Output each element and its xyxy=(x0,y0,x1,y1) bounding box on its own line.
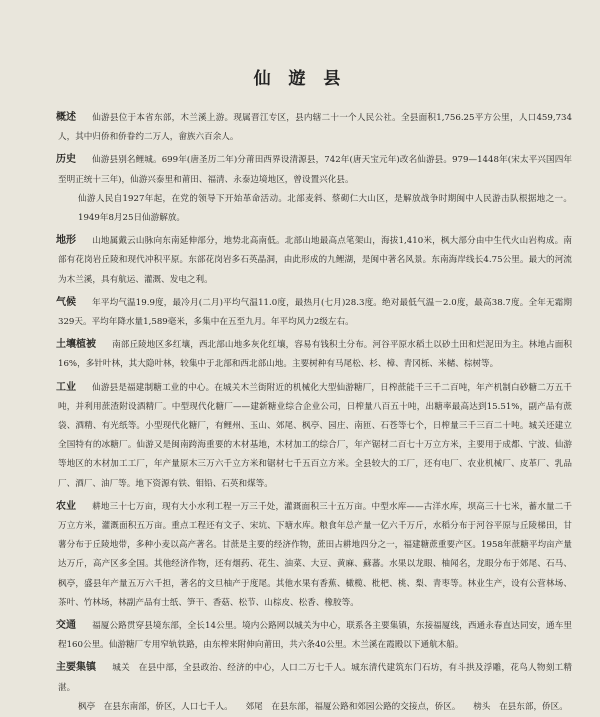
section-paragraph: 城关 在县中部，全县政治、经济的中心，人口二万七千人。城东清代建筑东门石坊，有斗拱及浮雕，花鸟人物刻工精湛。 xyxy=(58,663,572,693)
section-agriculture xyxy=(58,497,572,613)
section-heading: 交通 xyxy=(56,620,76,632)
section-paragraph: 仙游县位于本省东部，木兰溪上游。现属晋江专区，县内辖二十一个人民公社。全县面积1,756.25平方公里，人口459,734人，其中归侨和侨眷约二万人，畲族六百余人。 xyxy=(58,113,572,143)
page-title: 仙 遊 县 xyxy=(253,69,347,89)
section-transport xyxy=(58,616,572,655)
section-heading: 地形 xyxy=(56,235,76,247)
section-climate xyxy=(58,293,572,332)
section-heading: 工业 xyxy=(56,381,76,393)
section-industry xyxy=(58,378,572,494)
section-heading: 主要集镇 xyxy=(56,662,96,674)
section-terrain xyxy=(58,231,572,290)
document-body xyxy=(58,108,572,717)
section-paragraph: 仙游人民自1927年起，在党的领导下开始革命活动。北部麦斜、蔡砌仁大山区，是解放战争时期闽中人民游击队根据地之一。1949年8月25日仙游解放。 xyxy=(78,193,572,224)
section-paragraph: 耕地三十七万亩，现有大小水利工程一万三千处，灌溉面积三十五万亩。中型水库——古洋水库，坝高三十七米，蓄水量二千万立方米，灌溉面积五万亩。重点工程还有文子、宋坑、下塘水库。粮食年总产量一亿六千万斤，水稻分布于河谷平原与丘陵梯田，甘薯分布于丘陵地带，多种小麦以高产著名。甘蔗是主要的经济作物，蔗田占耕地四分之一，福建糖蔗重要产区。1958年蔗糖平均亩产量达万斤，高产区多全国。其他经济作物，还有烟药、花生、油菜、大豆、黄麻、蘇蕃。水果以龙眼、柚闻名，龙眼分布于郊尾、石马、枫亭，盛县年产量五万六千担，著名的文旦柚产于度尾。其他水果有香蕉、橄榄、枇杷、桃、梨、青枣等。林业生产，设有公营林场、茶叶、竹林场，林副产品有士纸、笋干、香菇、松节、山棕皮、松香、橡胶等。 xyxy=(58,501,572,608)
section-paragraph: 南部丘陵地区多红壤，西北部山地多灰化红壤，容易有钱积土分布。河谷平原水稻土以砂土田和烂泥田为主。林地占面积16%，多针叶林，其大隐叶林，较集中于北部和西北部山地。主要树种有马尾松、杉、樟、青冈栎、米槠、棕树等。 xyxy=(58,340,572,370)
section-heading: 农业 xyxy=(56,500,76,512)
section-paragraph: 仙游县别名鲤城。699年(唐圣历二年)分莆田西界设清源县，742年(唐天宝元年)改名仙游县。979—1448年(宋太平兴国四年至明正统十三年)，仙游兴泰里和莆田、福清、永泰边境地区，曾设置兴化县。 xyxy=(58,155,572,185)
section-overview xyxy=(58,108,572,147)
section-history xyxy=(58,150,572,228)
section-heading: 土壤植被 xyxy=(56,339,96,351)
section-heading: 气候 xyxy=(56,296,76,308)
section-paragraph: 福厦公路贯穿县境东部，全长14公里。境内公路网以城关为中心，联系各主要集镇，东接福厦线，西通永春直达同安，通车里程160公里。仙游糖厂专用窄轨铁路，由东榨来附伸向莆田，共六条40公里。木兰溪在霞殿以下通航木船。 xyxy=(58,621,572,651)
section-heading: 历史 xyxy=(56,154,76,166)
section-paragraph: 山地属戴云山脉向东南延伸部分，地势北高南低。北部山地最高点笔架山，海拔1,410米，枫大部分由中生代火山岩构成。南部有花岗岩丘陵和现代冲积平原。东部花岗岩多石英晶洞，由此形成的九鲤湖，是闽中著名风景。东南海岸线长4.75公里。最大的河流为木兰溪，具有航运、灌溉、发电之利。 xyxy=(58,236,572,285)
section-towns xyxy=(58,658,572,717)
section-paragraph: 年平均气温19.9度，最冷月(二月)平均气温11.0度，最热月(七月)28.3度。绝对最低气温－2.0度，最高38.7度。全年无霜期329天。平均年降水量1,589毫米，多集中在五至九月。年平均风力2级左右。 xyxy=(58,297,572,328)
section-heading: 概述 xyxy=(56,112,76,123)
section-paragraph: 枫亭 在县东南部，侨区，人口七千人。 郊尾 在县东部，福厦公路和郊园公路的交接点，侨区。 榜头 在县东部，侨区。 xyxy=(78,701,568,712)
section-paragraph: 仙游县是福建制糖工业的中心。在城关木兰街附近的机械化大型仙游糖厂，日榨蔗能千三千二百吨，年产机制白砂糖二万五千吨，并利用蔗渣附设酒精厂。中型现代化糖厂——建新糖业综合企业公司，日榨量八百五十吨，出糖率最高达到15.51%，副产品有蔗袋、酒精、有光纸等。小型现代化糖厂，有鲤州、玉山、郊尾、枫亭、园庄、南匝、石苍等七个，日榨量三千三百二十吨。城关还建立全国特有的冰糖厂。仙游又是闽南跨海重要的木材基地，木材加工的综合厂，年产锯材二百七十万立方米，主要用于成都、宁波、仙游等地区的木材加工工厂，年产量原木三万六千立方米和锯材七千五百立方米。全县较大的工厂，还有电厂、农业机械厂、皮革厂、乳品厂、酒厂、油厂等。地下资源有铁、钼铅、石英和煤等。 xyxy=(58,382,572,489)
section-soil-vegetation xyxy=(58,335,572,374)
